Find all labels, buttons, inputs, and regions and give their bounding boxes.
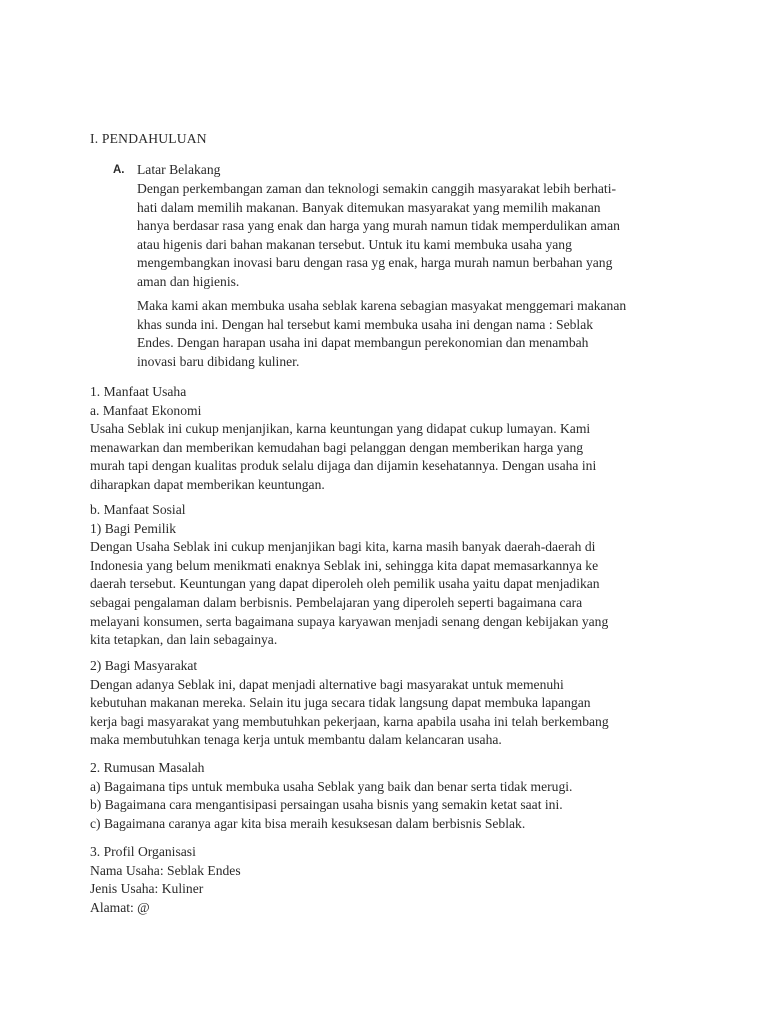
rumusan-masalah-heading: 2. Rumusan Masalah <box>90 760 205 775</box>
text-line: Maka kami akan membuka usaha seblak karena sebagian masyakat menggemari makanan <box>137 298 627 313</box>
bagi-masyarakat-section <box>90 657 680 750</box>
chapter-heading: I. PENDAHULUAN <box>90 131 207 146</box>
text-line: menawarkan dan memberikan kemudahan bagi pelanggan dengan memberikan harga yang <box>90 439 584 455</box>
text-line: kebutuhan makanan mereka. Selain itu juga secara tidak langsung dapat membuka lapangan <box>90 695 591 711</box>
profil-organisasi-heading: 3. Profil Organisasi <box>90 844 196 859</box>
latar-belakang-paragraph-2 <box>137 297 682 371</box>
text-line: Dengan perkembangan zaman dan teknologi semakin canggih masyarakat lebih berhati- <box>137 181 617 196</box>
text-line: mengembangkan inovasi baru dengan rasa yg enak, harga murah namun berbahan yang <box>137 255 613 271</box>
text-line: murah tapi dengan kualitas produk selalu dijaga dan dijamin kesehatannya. Dengan usaha ini <box>90 458 597 474</box>
text-line: khas sunda ini. Dengan hal tersebut kami membuka usaha ini dengan nama : Seblak <box>137 316 594 332</box>
text-line: diharapkan dapat memberikan keuntungan. <box>90 476 325 492</box>
manfaat-ekonomi-heading: a. Manfaat Ekonomi <box>90 402 202 418</box>
section-a-title: Latar Belakang <box>137 162 221 177</box>
text-line: Dengan Usaha Seblak ini cukup menjanjikan bagi kita, karna masih banyak daerah-daerah di <box>90 539 596 555</box>
text-line: aman dan higienis. <box>137 273 240 289</box>
text-line: atau higenis dari bahan makanan tersebut. Untuk itu kami membuka usaha yang <box>137 236 572 252</box>
nama-usaha-line: Nama Usaha: Seblak Endes <box>90 862 241 878</box>
list-item: c) Bagaimana caranya agar kita bisa meraih kesuksesan dalam berbisnis Seblak. <box>90 815 526 831</box>
text-line: Usaha Seblak ini cukup menjanjikan, karna keuntungan yang didapat cukup lumayan. Kami <box>90 421 591 437</box>
text-line: maka membutuhkan tenaga kerja untuk membantu dalam kelancaran usaha. <box>90 732 502 748</box>
manfaat-usaha-heading: 1. Manfaat Usaha <box>90 384 187 399</box>
list-item: a) Bagaimana tips untuk membuka usaha Seblak yang baik dan benar serta tidak merugi. <box>90 778 573 794</box>
alamat-line: Alamat: @ <box>90 899 150 915</box>
jenis-usaha-line: Jenis Usaha: Kuliner <box>90 881 204 897</box>
text-line: Dengan adanya Seblak ini, dapat menjadi alternative bagi masyarakat untuk memenuhi <box>90 676 564 692</box>
bagi-masyarakat-heading: 2) Bagi Masyarakat <box>90 658 198 673</box>
text-line: kita tetapkan, dan lain sebagainya. <box>90 632 278 648</box>
manfaat-sosial-heading: b. Manfaat Sosial <box>90 502 186 517</box>
text-line: Indonesia yang belum menikmati enaknya Seblak ini, sehingga kita dapat memasarkannya ke <box>90 557 599 573</box>
list-item: b) Bagaimana cara mengantisipasi persaingan usaha bisnis yang semakin ketat saat ini. <box>90 797 563 813</box>
rumusan-masalah-section <box>90 759 680 833</box>
manfaat-sosial-section <box>90 501 680 650</box>
text-line: hanya berdasar rasa yang enak dan harga yang murah namun tidak memperdulikan aman <box>137 218 620 234</box>
latar-belakang-paragraph-1 <box>137 180 682 292</box>
manfaat-ekonomi-section <box>90 383 680 495</box>
list-marker: A. <box>113 164 125 176</box>
text-line: kerja bagi masyarakat yang membutuhkan pekerjaan, karna apabila usaha ini telah berkembang <box>90 713 609 729</box>
text-line: hati dalam memilih makanan. Banyak ditemukan masyarakat yang memilih makanan <box>137 199 601 215</box>
text-line: daerah tersebut. Keuntungan yang dapat diperoleh oleh pemilik usaha yaitu dapat menjadikan <box>90 576 600 592</box>
profil-organisasi-section <box>90 843 680 917</box>
text-line: inovasi baru dibidang kuliner. <box>137 353 300 369</box>
text-line: Endes. Dengan harapan usaha ini dapat membangun perekonomian dan menambah <box>137 335 589 351</box>
text-line: sebagai pengalaman dalam berbisnis. Pembelajaran yang diperoleh seperti bagaimana cara <box>90 594 583 610</box>
bagi-pemilik-heading: 1) Bagi Pemilik <box>90 520 177 536</box>
text-line: melayani konsumen, serta bagaimana supaya karyawan menjadi senang dengan kebijakan yang <box>90 613 609 629</box>
